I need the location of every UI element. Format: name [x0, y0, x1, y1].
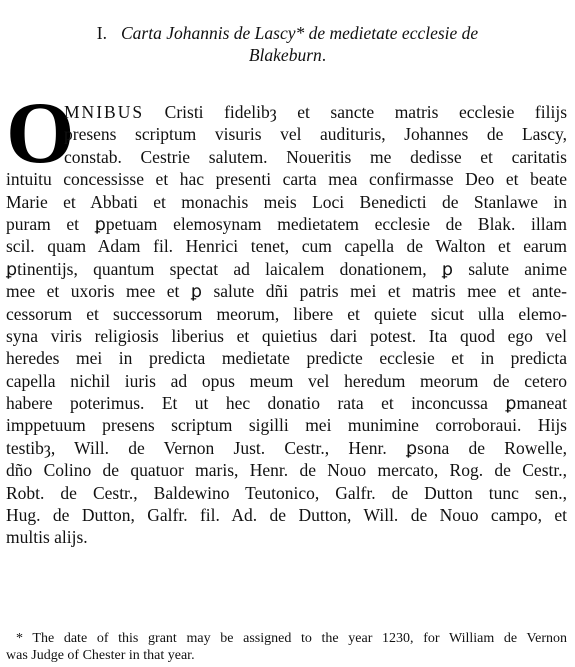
text-line: Robt. de Cestr., Baldewino Teutonico, Galfr. de Dutton tunc sen., — [6, 482, 567, 503]
text-line: Marie et Abbati et monachis meis Loci Benedicti de Stanlawe in — [6, 191, 567, 212]
text-line: puram et ꝑpetuam elemosynam medietatem ecclesie de Blak. illam — [6, 213, 567, 234]
text-line: mee et uxoris mee et ꝑ salute dñi patris mei et matris mee et ante- — [6, 281, 567, 302]
charter-text — [6, 85, 568, 549]
text-line — [6, 101, 567, 123]
charter-heading — [24, 22, 551, 66]
text-line: scil. quam Adam fil. Henrici tenet, cum capella de Walton et earum — [6, 236, 567, 257]
text-line: cessorum et successorum meorum, libere et quiete sicut ulla elemo- — [6, 303, 567, 324]
footnote-line: was Judge of Chester in that year. — [6, 648, 195, 663]
text-line: habere poterimus. Et ut hec donatio rata et inconcussa ꝑmaneat — [6, 393, 567, 414]
text-line: Hug. de Dutton, Galfr. fil. Ad. de Dutton, Will. de Nouo campo, et — [6, 505, 567, 526]
charter-title-period: . — [321, 45, 327, 65]
text-line: multis alijs. — [6, 527, 88, 548]
footnote-line: * The date of this grant may be assigned to the year 1230, for William de Vernon — [16, 631, 567, 646]
text-line: presens scriptum visuris vel audituris, Johannes de Lascy, — [64, 124, 567, 145]
text-line: capella nichil iuris ad opus meum vel heredum meorum de cetero — [6, 370, 567, 391]
text-line: imppetuum presens scriptum sigilli mei munimine corroboraui. Hijs — [6, 415, 567, 436]
text-line: dño Colino de quatuor maris, Henr. de Nouo mercato, Rog. de Cestr., — [6, 460, 567, 481]
charter-title-line2: Blakeburn — [248, 45, 322, 65]
text-line: heredes mei in predicta medietate predicte ecclesie et in predicta — [6, 348, 567, 369]
text-line-content: Cristi fidelibȝ et sancte matris ecclesie filijs — [164, 102, 568, 122]
text-line: intuitu concessisse et hac presenti carta mea confirmasse Deo et beate — [6, 169, 567, 190]
text-line: testibȝ, Will. de Vernon Just. Cestr., Henr. ꝑsona de Rowelle, — [6, 437, 567, 458]
text-line: ꝑtinentijs, quantum spectat ad laicalem donationem, ꝑ salute anime — [6, 258, 567, 279]
charter-number: I. — [96, 23, 107, 43]
charter-title-line1: Carta Johannis de Lascy* de medietate ecclesie de — [121, 23, 479, 43]
drop-cap-letter: O — [6, 85, 75, 182]
text-line: syna viris religiosis liberius et quietius dari potest. Ita quod ego vel — [6, 325, 567, 346]
opening-caps-word: MNIBUS — [64, 102, 145, 122]
text-line: constab. Cestrie salutem. Noueritis me dedisse et caritatis — [64, 146, 567, 167]
footnote — [6, 630, 567, 664]
